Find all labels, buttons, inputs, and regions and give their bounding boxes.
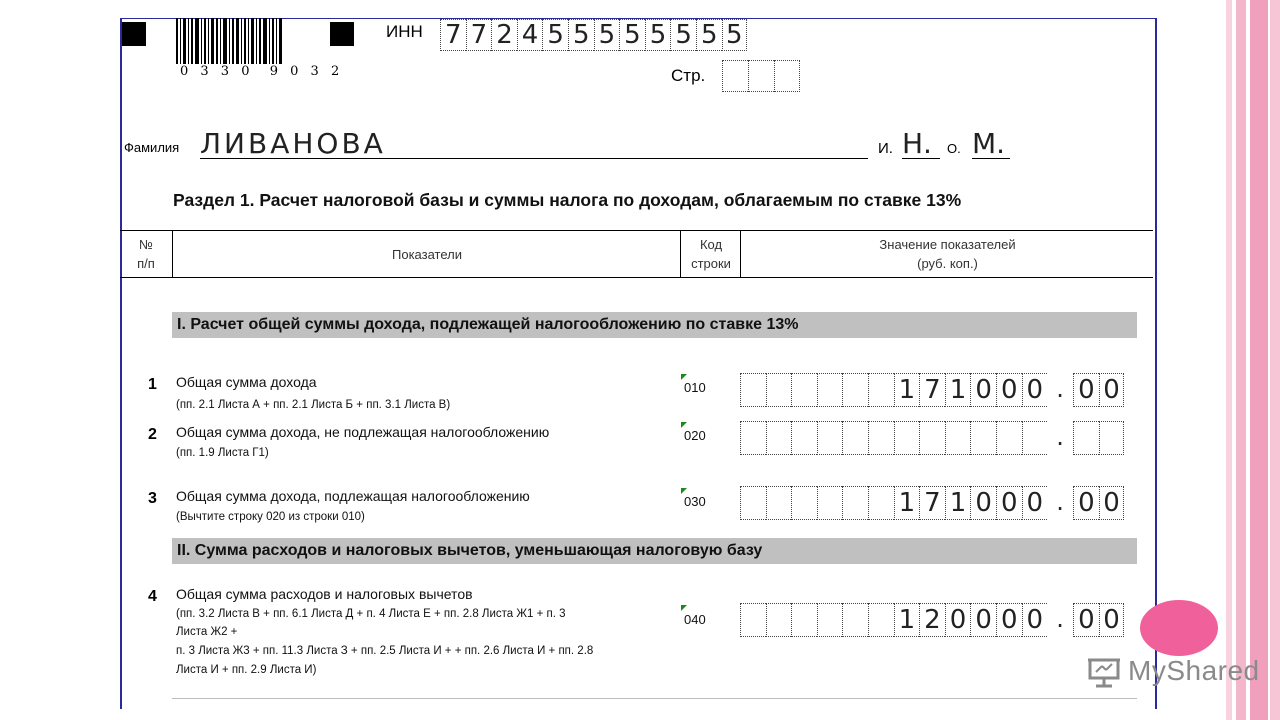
- value-digit: [894, 421, 920, 455]
- value-digit: [791, 421, 817, 455]
- row-note: (Вычтите строку 020 из строки 010): [176, 511, 365, 523]
- value-digit: 0: [1073, 603, 1099, 637]
- value-digit: [868, 373, 894, 407]
- value-digit: 0: [1022, 603, 1048, 637]
- pink-stripe-2: [1236, 0, 1246, 720]
- value-digit: 7: [919, 486, 945, 520]
- value-digit: 0: [970, 603, 996, 637]
- value-digit: [868, 486, 894, 520]
- row-number: 2: [148, 426, 157, 443]
- row-note: (пп. 1.9 Листа Г1): [176, 447, 269, 459]
- value-digit: 0: [1099, 373, 1125, 407]
- row-title: Общая сумма дохода, подлежащая налогообложению: [176, 488, 530, 504]
- pink-circle: [1140, 600, 1218, 656]
- surname-label: Фамилия: [124, 140, 180, 155]
- row-title: Общая сумма дохода: [176, 374, 317, 390]
- inn-digit: 5: [722, 19, 748, 51]
- initial-o-label: О.: [947, 141, 961, 156]
- row-note-line: п. 3 Листа Ж3 + пп. 11.3 Листа З + пп. 2.5 Листа И + + пп. 2.6 Листа И + пп. 2.8: [176, 645, 594, 657]
- value-digit: [740, 373, 766, 407]
- page-cell: [774, 60, 800, 92]
- barcode: [176, 18, 294, 64]
- row-note-line: (пп. 3.2 Листа В + пп. 6.1 Листа Д + п. 4 Листа Е + пп. 2.8 Листа Ж1 + п. 3: [176, 608, 566, 620]
- value-digit: 0: [970, 373, 996, 407]
- value-digit: 0: [996, 603, 1022, 637]
- table-header: [120, 230, 1153, 278]
- part1-title: I. Расчет общей суммы дохода, подлежащей налогообложению по ставке 13%: [172, 312, 1137, 338]
- inn-digit: 5: [619, 19, 645, 51]
- watermark-text: MyShared: [1128, 655, 1260, 686]
- row-number: 4: [148, 588, 157, 605]
- decimal-point: .: [1056, 605, 1064, 633]
- inn-digit: 5: [542, 19, 568, 51]
- row-note-line: Листа Ж2 +: [176, 626, 238, 638]
- value-cells-010[interactable]: [740, 373, 1124, 407]
- col-num: № п/п: [137, 237, 155, 271]
- value-digit: [740, 486, 766, 520]
- value-digit: [817, 421, 843, 455]
- flag-icon: [681, 605, 687, 611]
- watermark-logo: [1086, 654, 1260, 688]
- inn-digit: 5: [594, 19, 620, 51]
- col-value: Значение показателей (руб. коп.): [740, 231, 1154, 277]
- pink-stripe-3: [1250, 0, 1268, 720]
- inn-digit: 7: [440, 19, 466, 51]
- value-digit: 0: [1073, 486, 1099, 520]
- value-cells-040[interactable]: [740, 603, 1124, 637]
- pink-stripe-1: [1226, 0, 1232, 720]
- initial-i-value[interactable]: Н.: [902, 128, 940, 159]
- decimal-point: .: [1056, 423, 1064, 451]
- value-digit: [1099, 421, 1125, 455]
- value-digit: [945, 421, 971, 455]
- value-digit: [842, 421, 868, 455]
- inn-digit: 4: [517, 19, 543, 51]
- value-digit: [740, 603, 766, 637]
- row-note-line: Листа И + пп. 2.9 Листа И): [176, 664, 317, 676]
- inn-digit: 2: [491, 19, 517, 51]
- inn-digit: 7: [466, 19, 492, 51]
- value-digit: 1: [894, 486, 920, 520]
- value-digit: 0: [945, 603, 971, 637]
- row-code: 010: [684, 380, 706, 395]
- col-indicators: Показатели: [172, 231, 681, 277]
- inn-digit: 5: [568, 19, 594, 51]
- value-digit: 7: [919, 373, 945, 407]
- page-cell: [748, 60, 774, 92]
- value-cells-020[interactable]: [740, 421, 1124, 455]
- value-digit: [766, 421, 792, 455]
- value-digit: [766, 373, 792, 407]
- inn-digit: 5: [696, 19, 722, 51]
- value-digit: [996, 421, 1022, 455]
- row-code: 020: [684, 428, 706, 443]
- initial-o-value[interactable]: М.: [972, 128, 1010, 159]
- value-digit: [868, 421, 894, 455]
- page-cell: [722, 60, 748, 92]
- bottom-rule: [172, 698, 1137, 699]
- value-digit: 1: [894, 603, 920, 637]
- corner-marker-right: [330, 22, 354, 46]
- presentation-icon: [1086, 654, 1122, 688]
- value-digit: 2: [919, 603, 945, 637]
- value-digit: [766, 486, 792, 520]
- pink-stripe-4: [1270, 0, 1280, 720]
- row-title: Общая сумма дохода, не подлежащая налогообложению: [176, 424, 550, 440]
- row-number: 3: [148, 490, 157, 507]
- value-digit: [970, 421, 996, 455]
- value-digit: [791, 486, 817, 520]
- section-title: Раздел 1. Расчет налоговой базы и суммы налога по доходам, облагаемым по ставке 13%: [173, 190, 962, 210]
- col-code: Код строки: [680, 231, 741, 277]
- value-digit: [791, 373, 817, 407]
- surname-value[interactable]: ЛИВАНОВА: [200, 128, 868, 159]
- decimal-point: .: [1056, 488, 1064, 516]
- value-digit: [842, 373, 868, 407]
- decimal-point: .: [1056, 375, 1064, 403]
- inn-label: ИНН: [386, 22, 423, 41]
- value-digit: 1: [894, 373, 920, 407]
- value-digit: 1: [945, 373, 971, 407]
- value-digit: [1022, 421, 1048, 455]
- barcode-digits: 0 3 3 0 9 0 3 2: [180, 64, 344, 79]
- page-label: Стр.: [671, 66, 706, 85]
- value-digit: 0: [1073, 373, 1099, 407]
- value-digit: [766, 603, 792, 637]
- value-digit: [817, 486, 843, 520]
- corner-marker-left: [122, 22, 146, 46]
- value-digit: [1073, 421, 1099, 455]
- value-digit: [791, 603, 817, 637]
- inn-digit: 5: [670, 19, 696, 51]
- row-code: 040: [684, 612, 706, 627]
- value-cells-030[interactable]: [740, 486, 1124, 520]
- row-number: 1: [148, 376, 157, 393]
- value-digit: [919, 421, 945, 455]
- inn-digit: 5: [645, 19, 671, 51]
- value-digit: [868, 603, 894, 637]
- value-digit: 1: [945, 486, 971, 520]
- value-digit: 0: [1022, 373, 1048, 407]
- value-digit: 0: [1099, 486, 1125, 520]
- value-digit: 0: [996, 486, 1022, 520]
- inn-cells[interactable]: [440, 19, 747, 51]
- value-digit: [817, 603, 843, 637]
- part2-title: II. Сумма расходов и налоговых вычетов, уменьшающая налоговую базу: [172, 538, 1137, 564]
- page-cells[interactable]: [722, 60, 800, 92]
- value-digit: [740, 421, 766, 455]
- value-digit: 0: [1022, 486, 1048, 520]
- value-digit: [842, 486, 868, 520]
- value-digit: [842, 603, 868, 637]
- row-code: 030: [684, 494, 706, 509]
- initial-i-label: И.: [878, 140, 893, 157]
- row-note: (пп. 2.1 Листа А + пп. 2.1 Листа Б + пп. 3.1 Листа В): [176, 399, 451, 411]
- value-digit: 0: [1099, 603, 1125, 637]
- value-digit: 0: [970, 486, 996, 520]
- value-digit: 0: [996, 373, 1022, 407]
- row-title: Общая сумма расходов и налоговых вычетов: [176, 586, 473, 602]
- value-digit: [817, 373, 843, 407]
